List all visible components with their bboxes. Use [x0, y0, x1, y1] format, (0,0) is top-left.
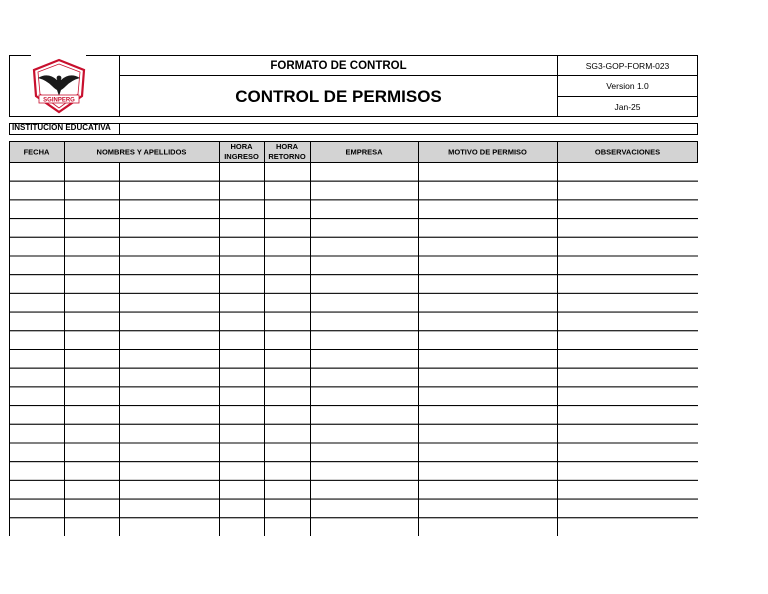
table-cell[interactable] [10, 443, 65, 462]
table-cell[interactable] [311, 387, 419, 406]
table-cell[interactable] [558, 312, 699, 331]
table-cell[interactable] [65, 163, 120, 182]
table-cell[interactable] [220, 499, 265, 518]
table-cell[interactable] [65, 499, 120, 518]
page-title: CONTROL DE PERMISOS [235, 87, 442, 106]
table-cell[interactable] [65, 368, 120, 387]
column-header: OBSERVACIONES [594, 147, 661, 157]
table-cell[interactable] [120, 219, 220, 238]
eagle-head-icon [57, 76, 62, 81]
table-cell[interactable] [220, 331, 265, 350]
table-cell[interactable] [419, 181, 558, 200]
table-cell[interactable] [120, 499, 220, 518]
table-cell[interactable] [265, 518, 311, 536]
table-cell[interactable] [419, 406, 558, 425]
table-cell[interactable] [10, 518, 65, 536]
table-cell[interactable] [10, 499, 65, 518]
column-header: HORA RETORNO [268, 142, 306, 161]
document-code: SG3-GOP-FORM-023 [585, 61, 670, 71]
permissions-table [9, 141, 698, 536]
table-cell[interactable] [311, 462, 419, 481]
table-cell[interactable] [419, 293, 558, 312]
table-cell[interactable] [311, 219, 419, 238]
table-cell[interactable] [558, 443, 699, 462]
table-cell[interactable] [265, 163, 311, 182]
table-cell[interactable] [265, 462, 311, 481]
table-cell[interactable] [265, 312, 311, 331]
table-cell[interactable] [120, 406, 220, 425]
table-cell[interactable] [10, 219, 65, 238]
table-cell[interactable] [120, 518, 220, 536]
table-cell[interactable] [65, 293, 120, 312]
column-header: NOMBRES Y APELLIDOS [96, 147, 187, 157]
table-cell[interactable] [311, 200, 419, 219]
table-cell[interactable] [419, 331, 558, 350]
table-cell[interactable] [120, 163, 220, 182]
table-cell[interactable] [419, 518, 558, 536]
table-cell[interactable] [220, 368, 265, 387]
table-cell[interactable] [220, 443, 265, 462]
table-cell[interactable] [558, 237, 699, 256]
table-cell[interactable] [558, 331, 699, 350]
table-cell[interactable] [10, 331, 65, 350]
column-header: EMPRESA [345, 147, 383, 157]
table-cell[interactable] [220, 181, 265, 200]
table-cell[interactable] [265, 499, 311, 518]
table-cell[interactable] [65, 406, 120, 425]
table-cell[interactable] [120, 293, 220, 312]
table-cell[interactable] [265, 293, 311, 312]
logo-text: SGINPERG [43, 97, 75, 104]
table-cell[interactable] [311, 256, 419, 275]
column-header: HORA INGRESO [224, 142, 259, 161]
table-cell[interactable] [220, 256, 265, 275]
table-cell[interactable] [10, 275, 65, 294]
table-cell[interactable] [558, 518, 699, 536]
table-cell[interactable] [120, 368, 220, 387]
company-logo [30, 58, 88, 114]
table-cell[interactable] [120, 200, 220, 219]
table-cell[interactable] [120, 331, 220, 350]
table-cell[interactable] [311, 443, 419, 462]
table-cell[interactable] [65, 387, 120, 406]
table-cell[interactable] [10, 350, 65, 369]
logo-cell-border [86, 55, 120, 56]
table-cell[interactable] [558, 480, 699, 499]
table-cell[interactable] [265, 480, 311, 499]
table-cell[interactable] [65, 256, 120, 275]
table-cell[interactable] [220, 312, 265, 331]
table-cell[interactable] [265, 200, 311, 219]
table-cell[interactable] [311, 499, 419, 518]
table-cell[interactable] [65, 219, 120, 238]
table-cell[interactable] [558, 275, 699, 294]
table-cell[interactable] [220, 462, 265, 481]
table-cell[interactable] [265, 237, 311, 256]
table-cell[interactable] [311, 518, 419, 536]
table-cell[interactable] [10, 293, 65, 312]
table-cell[interactable] [220, 237, 265, 256]
table-cell[interactable] [265, 424, 311, 443]
table-cell[interactable] [419, 499, 558, 518]
table-cell[interactable] [558, 462, 699, 481]
table-cell[interactable] [311, 350, 419, 369]
table-cell[interactable] [120, 237, 220, 256]
format-label: FORMATO DE CONTROL [270, 60, 407, 72]
table-cell[interactable] [419, 462, 558, 481]
table-cell[interactable] [120, 424, 220, 443]
table-cell[interactable] [65, 275, 120, 294]
table-cell[interactable] [558, 181, 699, 200]
table-cell[interactable] [311, 181, 419, 200]
table-cell[interactable] [558, 424, 699, 443]
table-cell[interactable] [558, 387, 699, 406]
table-cell[interactable] [10, 163, 65, 182]
table-cell[interactable] [311, 331, 419, 350]
table-cell[interactable] [10, 480, 65, 499]
table-cell[interactable] [558, 293, 699, 312]
table-cell[interactable] [419, 312, 558, 331]
table-cell[interactable] [65, 200, 120, 219]
table-cell[interactable] [311, 312, 419, 331]
table-cell[interactable] [265, 350, 311, 369]
table-cell[interactable] [265, 368, 311, 387]
table-cell[interactable] [65, 480, 120, 499]
table-cell[interactable] [10, 200, 65, 219]
table-cell[interactable] [65, 443, 120, 462]
table-cell[interactable] [120, 275, 220, 294]
table-cell[interactable] [220, 387, 265, 406]
table-cell[interactable] [10, 181, 65, 200]
table-cell[interactable] [65, 312, 120, 331]
table-cell[interactable] [419, 219, 558, 238]
table-cell[interactable] [265, 219, 311, 238]
document-version: Version 1.0 [606, 81, 649, 91]
table-cell[interactable] [265, 406, 311, 425]
table-cell[interactable] [10, 462, 65, 481]
table-cell[interactable] [558, 163, 699, 182]
table-cell[interactable] [120, 312, 220, 331]
table-cell[interactable] [65, 518, 120, 536]
institution-label: INSTITUCION EDUCATIVA [9, 123, 120, 135]
table-cell[interactable] [120, 181, 220, 200]
table-cell[interactable] [65, 424, 120, 443]
table-cell[interactable] [120, 443, 220, 462]
table-cell[interactable] [10, 256, 65, 275]
table-cell[interactable] [265, 181, 311, 200]
table-cell[interactable] [311, 293, 419, 312]
table-cell[interactable] [10, 368, 65, 387]
table-cell[interactable] [419, 387, 558, 406]
table-cell[interactable] [220, 293, 265, 312]
table-cell[interactable] [65, 237, 120, 256]
table-cell[interactable] [220, 163, 265, 182]
table-cell[interactable] [220, 350, 265, 369]
table-cell[interactable] [311, 480, 419, 499]
table-cell[interactable] [419, 275, 558, 294]
table-cell[interactable] [10, 424, 65, 443]
table-cell[interactable] [419, 237, 558, 256]
table-cell[interactable] [220, 518, 265, 536]
table-cell[interactable] [120, 462, 220, 481]
table-cell[interactable] [220, 424, 265, 443]
table-cell[interactable] [419, 256, 558, 275]
table-cell[interactable] [220, 200, 265, 219]
table-cell[interactable] [311, 424, 419, 443]
table-cell[interactable] [220, 275, 265, 294]
table-cell[interactable] [558, 256, 699, 275]
column-header: MOTIVO DE PERMISO [448, 147, 527, 157]
table-cell[interactable] [220, 480, 265, 499]
table-cell[interactable] [265, 331, 311, 350]
table-cell[interactable] [558, 499, 699, 518]
table-cell[interactable] [419, 350, 558, 369]
table-cell[interactable] [419, 163, 558, 182]
table-cell[interactable] [558, 219, 699, 238]
table-cell[interactable] [65, 462, 120, 481]
table-cell[interactable] [419, 368, 558, 387]
table-cell[interactable] [558, 200, 699, 219]
table-cell[interactable] [265, 256, 311, 275]
table-cell[interactable] [558, 368, 699, 387]
table-cell[interactable] [65, 350, 120, 369]
table-cell[interactable] [419, 480, 558, 499]
document-date: Jan-25 [614, 102, 641, 112]
column-header: FECHA [23, 147, 50, 157]
table-cell[interactable] [558, 350, 699, 369]
table-cell[interactable] [65, 181, 120, 200]
table-cell[interactable] [120, 387, 220, 406]
table-cell[interactable] [419, 424, 558, 443]
table-cell[interactable] [311, 275, 419, 294]
table-cell[interactable] [265, 387, 311, 406]
logo-cell-border [9, 55, 31, 56]
table-cell[interactable] [558, 406, 699, 425]
table-cell[interactable] [311, 368, 419, 387]
table-cell[interactable] [265, 275, 311, 294]
table-cell[interactable] [120, 350, 220, 369]
table-cell[interactable] [10, 387, 65, 406]
table-cell[interactable] [419, 200, 558, 219]
table-cell[interactable] [265, 443, 311, 462]
table-cell[interactable] [10, 312, 65, 331]
table-cell[interactable] [65, 331, 120, 350]
table-cell[interactable] [419, 443, 558, 462]
table-cell[interactable] [10, 406, 65, 425]
table-cell[interactable] [311, 406, 419, 425]
table-cell[interactable] [311, 237, 419, 256]
table-cell[interactable] [120, 256, 220, 275]
table-cell[interactable] [220, 406, 265, 425]
table-cell[interactable] [120, 480, 220, 499]
table-cell[interactable] [10, 237, 65, 256]
table-cell[interactable] [311, 163, 419, 182]
table-cell[interactable] [220, 219, 265, 238]
